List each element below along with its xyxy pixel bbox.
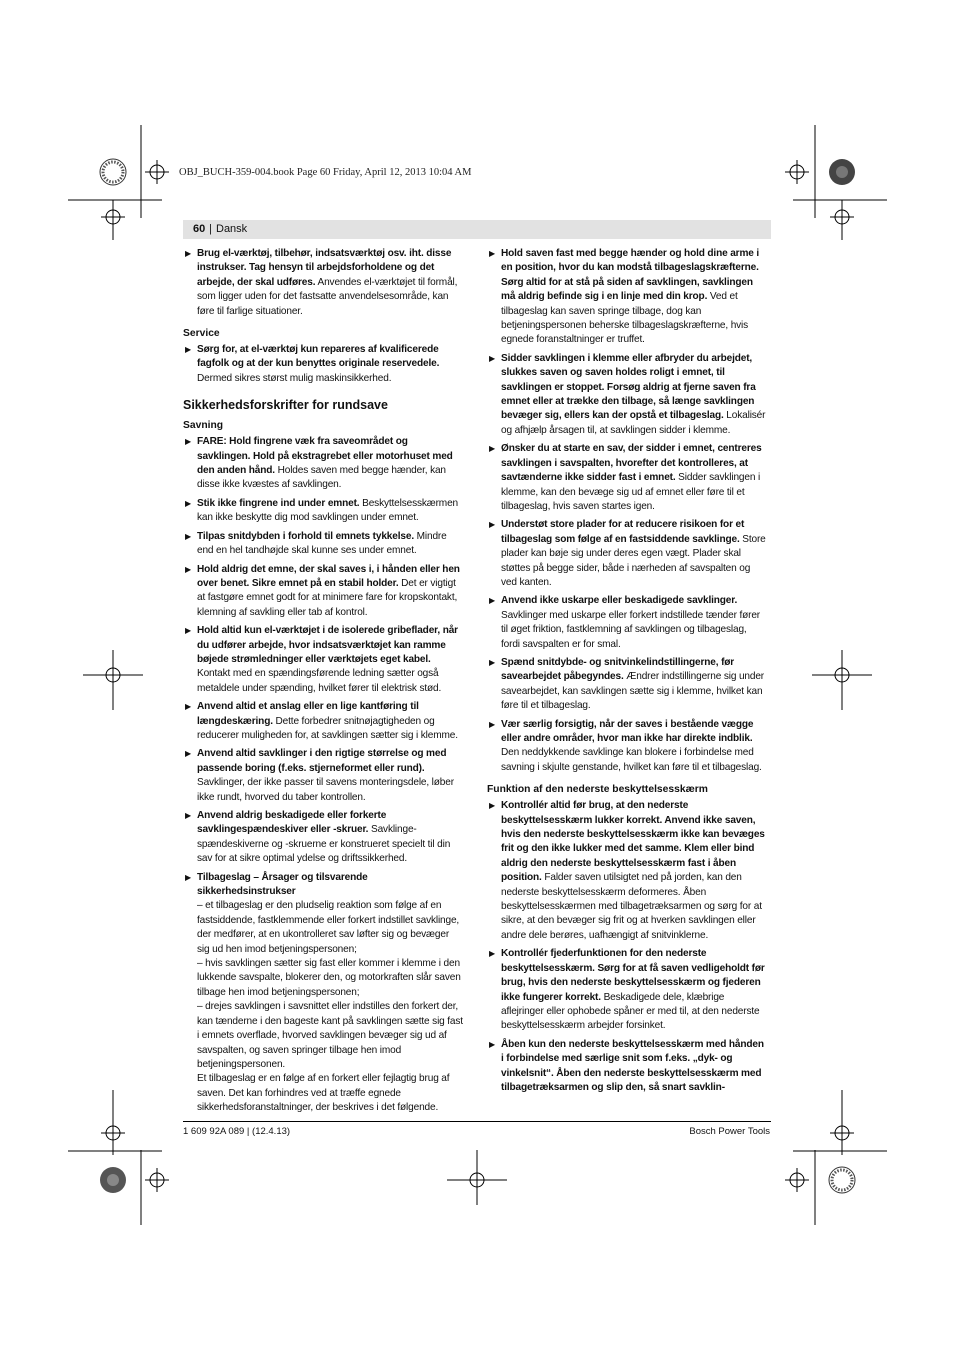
bullet-icon: ▶ [185,498,192,508]
bullet-icon: ▶ [489,444,496,454]
bullet-icon: ▶ [185,437,192,447]
bullet-icon: ▶ [489,801,496,811]
bullet-icon: ▶ [185,626,192,636]
bullet-icon: ▶ [185,249,192,258]
list-item: ▶ Vær særlig forsigtig, når der saves i bestående vægge eller andre områder, hvor man ikke har direkte indblik. Den neddykkende savklinge kan blokere i forbindelse med savning i skjulte genstande, hvilket kan føre til et tilbageslag. [489,718,762,773]
list-item: ▶ Anvend ikke uskarpe eller beskadigede savklinger. Savklinger med uskarpe eller forkert indstillede tænder fører til øget friktion, fastklemning af savklingen og tilbageslag, fordi savspalten er for smal. [489,595,761,650]
header-language: Dansk [216,223,248,235]
header-separator: | [209,223,212,235]
list-item: ▶ Anvend aldrig beskadigede eller forkerte savklingespændeskiver eller -skruer. Savklinge-spændeskiverne og -skruerne er konstrueret specielt til din sav for at sikre optimal ydelse og driftssikkerhed. [185,810,451,865]
subheading-service: Service [183,328,220,340]
footer-rule [183,1121,771,1122]
list-item: ▶ Hold altid kun el-værktøjet i de isolerede gribeflader, når du udfører arbejde, hvor indsatsværktøjet kan ramme bøjede strømledninger eller værktøjets eget kabel. Kontakt med en spændingsførende ledning sætter også metaldele under spænding, hvilket fører til elektrisk stød. [185,625,458,694]
bullet-icon: ▶ [489,719,496,729]
list-item: ▶ Kontrollér altid før brug, at den nederste beskyttelsesskærm lukker korrekt. Anvend ikke saven, hvis den nederste beskyttelsesskærm ikke kan bevæges frit og den ikke lukker med det samme. Klem eller bind aldrig den nederste beskyttelsesskærm fast i åben position. Falder saven utilsigtet ned på jorden, kan den nederste beskyttelsesskærm deformeres. Åben beskyttelsesskærmen med tilbagetræksarmen og sørg for at sikre, at den bevæger sig frit og at hverken savklingen eller andre dele berøres, uafhængigt af snitvinklerne. [489,800,765,941]
bullet-icon: ▶ [489,249,496,258]
list-item: ▶ Ønsker du at starte en sav, der sidder i emnet, centreres savklingen i savspalten, hvorefter det kontrolleres, at savtænderne ikke sidder fast i emnet. Sidder savklingen i klemme, kan den bevæge sig ud af emnet eller føre til et tilbageslag, hvis saven startes igen. [489,443,762,512]
bullet-icon: ▶ [489,520,496,530]
bullet-icon: ▶ [489,949,496,959]
list-item: ▶ Sidder savklingen i klemme eller afbryder du arbejdet, slukkes saven og saven holdes roligt i emnet, til savklingen er stoppet. Forsøg aldrig at fjerne saven fra emnet eller at trække den tilbage, så længe savklingen bevæger sig, ellers kan der opstå et tilbageslag. Lokalisér og afhjælp årsagen til, at savklingen sidder i klemme. [489,352,766,436]
list-item: ▶ Kontrollér fjederfunktionen for den nederste beskyttelsesskærm. Sørg for at få saven vedligeholdt før brug, hvis den nederste beskyttelsesskærm og fjederen ikke fungerer korrekt. Beskadigede dele, klæbrige aflejringer eller ophobede spåner er med til, at den nederste beskyttelsesskærm arbejder forsinket. [489,948,765,1032]
list-item: ▶ Anvend altid savklinger i den rigtige størrelse og med passende boring (f.eks. stjerneformet eller rund). Savklinger, der ikke passer til savens monteringsdele, løber ikke rundt, hvorved du taber kontrollen. [185,748,454,803]
list-item: ▶ Brug el-værktøj, tilbehør, indsatsværktøj osv. iht. disse instrukser. Tag hensyn til arbejdsforholdene og det arbejde, der skal udføres. Anvendes el-værktøjet til formål, som ligger uden for det fastsatte anvendelsesområde, kan føre til farlige situationer. [185,248,458,317]
print-slug: OBJ_BUCH-359-004.book Page 60 Friday, April 12, 2013 10:04 AM [179,167,472,178]
page-header-bar [183,220,771,239]
bullet-icon: ▶ [185,749,192,759]
list-item: ▶ Anvend altid et anslag eller en lige kantføring til længdeskæring. Dette forbedrer snitnøjagtigheden og reducerer muligheden for, at savklingen sætter sig i klemme. [185,701,458,741]
list-item: ▶ Hold aldrig det emne, der skal saves i, i hånden eller hen over benet. Sikre emnet på en stabil holder. Det er vigtigt at fastgøre emnet godt for at minimere fare for kropskontakt, klemning af savkling eller tab af kontrol. [185,563,460,618]
list-item: ▶ Hold saven fast med begge hænder og hold dine arme i en position, hvor du kan modstå tilbageslagskræfterne. Sørg altid for at stå på siden af savklingen, savklingen må aldrig befinde sig i en linje med din krop. Ved et tilbageslag kan saven springe tilbage, dog kan betjeningspersonen beherske tilbageslagskræfterne, hvis egnede foranstaltninger er truffet. [489,248,760,346]
list-item: ▶ Tilbageslag – Årsager og tilsvarende sikkerhedsinstrukser [185,871,368,898]
footer-left: 1 609 92A 089 | (12.4.13) [183,1126,291,1137]
list-item: ▶ Tilpas snitdybden i forhold til emnets tykkelse. Mindre end en hel tandhøjde skal kunne ses under emnet. [185,530,447,557]
list-item: ▶ Åben kun den nederste beskyttelsesskærm med hånden i forbindelse med særlige snit som f.eks. „dyk- og vinkelsnit“. Åben den nederste beskyttelsesskærm med tilbagetræksarmen og slip den, så snart savklin- [489,1038,764,1093]
list-item: ▶ Sørg for, at el-værktøj kun repareres af kvalificerede fagfolk og at der kun benyttes originale reservedele. Dermed sikres størst mulig maskinsikkerhed. [185,344,440,384]
list-item: ▶ Spænd snitdybde- og snitvinkelindstillingerne, før savearbejdet påbegyndes. Ændrer indstillingerne sig under savearbejdet, kan savklingen sætte sig i klemme, hvilket kan føre til et tilbageslag. [489,656,765,712]
list-item: ▶ FARE: Hold fingrene væk fra saveområdet og savklingen. Hold på ekstragrebet eller motorhuset med den anden hånd. Holdes saven med begge hænder, kan disse ikke kvæstes af savklingen. [185,436,453,491]
left-column [183,247,463,1120]
bullet-icon: ▶ [185,702,192,712]
kickback-line: Et tilbageslag er en følge af en forkert eller fejlagtig brug af saven. Det kan forhindres ved at træffe egnede sikkerhedsforanstaltninger, der beskrives i det følgende. [197,1073,450,1114]
kickback-line: – drejes savklingen i savsnittet eller indstilles den forkert der, kan tænderne i den bageste kant på savklingen sætte sig fast i emnets overflade, hvorved savklingen bevæger sig ud af savspalten, og saven springer tilbage hen imod betjeningspersonen. [197,1001,463,1070]
bullet-icon: ▶ [185,564,192,574]
bullet-icon: ▶ [489,1039,496,1049]
subheading-savning: Savning [183,420,224,432]
bullet-icon: ▶ [185,345,192,355]
bullet-icon: ▶ [489,596,496,606]
kickback-line: – et tilbageslag er den pludselig reaktion som følge af en fastsiddende, fastklemmende eller forkert indstillet savklinge, der medfører, at en ukontrolleret sav løfter sig og bevæger sig ud hen imod betjeningspersonen; [197,900,460,955]
bullet-icon: ▶ [185,531,192,541]
kickback-line: – hvis savklingen sætter sig fast eller kommer i klemme i den lukkende savspalte, blokerer den, og motorkraften slår saven tilbage hen imod betjeningspersonen; [197,958,461,998]
right-column [487,247,767,1099]
bullet-icon: ▶ [185,811,192,820]
footer-right: Bosch Power Tools [689,1126,770,1137]
bullet-icon: ▶ [185,872,192,882]
list-item: ▶ Understøt store plader for at reducere risikoen for et tilbageslag som følge af en fastsiddende savklinge. Store plader kan bøje sig under deres egen vægt. Plader skal støttes på begge sider, både i nærheden af savspalten og ved kanten. [489,519,766,588]
page-number: 60 [193,223,206,235]
bullet-icon: ▶ [489,657,496,667]
section-heading: Sikkerhedsforskrifter for rundsave [183,398,388,413]
bullet-icon: ▶ [489,353,496,363]
list-item: ▶ Stik ikke fingrene ind under emnet. Beskyttelsesskærmen kan ikke beskytte dig mod savklingen under emnet. [185,497,458,524]
subheading-guard: Funktion af den nederste beskyttelsesskærm [487,784,708,796]
